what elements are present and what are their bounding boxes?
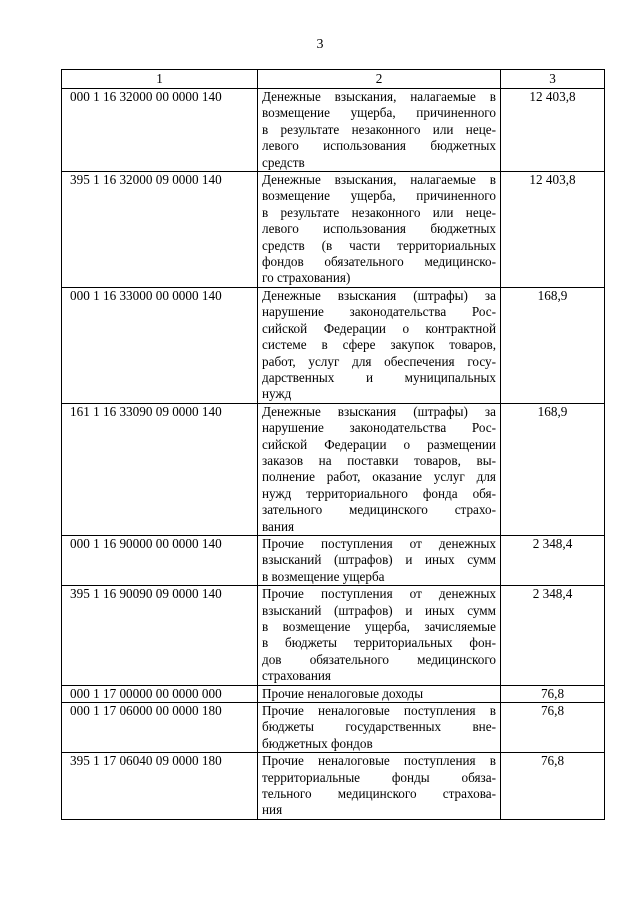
budget-code-cell: 000 1 17 00000 00 0000 000 (62, 685, 258, 702)
revenue-name-line: дарственных и муниципальных (262, 369, 496, 385)
revenue-name-line: Прочие неналоговые поступления в (262, 703, 496, 719)
revenue-name-cell (258, 89, 501, 172)
revenue-name-line: Прочие поступления от денежных (262, 586, 496, 602)
revenue-name-line: бюджеты государственных вне- (262, 719, 496, 735)
revenue-name-line: Прочие поступления от денежных (262, 535, 496, 551)
revenue-name-cell (258, 535, 501, 585)
revenue-name-line: территориальные фонды обяза- (262, 769, 496, 785)
revenue-name-line: левого использования бюджетных (262, 221, 496, 237)
revenue-name-line: Денежные взыскания, налагаемые в (262, 172, 496, 188)
revenue-name-line: Денежные взыскания (штрафы) за (262, 287, 496, 303)
table-row (62, 403, 605, 535)
revenue-name-line: в возмещение ущерба, зачисляемые (262, 619, 496, 634)
revenue-name-line: взысканий (штрафов) и иных сумм (262, 602, 496, 618)
amount-cell: 2 348,4 (501, 586, 605, 685)
budget-code-cell: 000 1 16 33000 00 0000 140 (62, 287, 258, 403)
revenue-name-line: Прочие неналоговые доходы (262, 685, 424, 701)
revenue-name-line: полнение работ, оказание услуг для (262, 469, 496, 485)
table-row (62, 172, 605, 288)
budget-code-cell: 000 1 16 32000 00 0000 140 (62, 89, 258, 172)
revenue-name-line: взысканий (штрафов) и иных сумм (262, 552, 496, 568)
revenue-name-line: левого использования бюджетных (262, 138, 496, 154)
revenue-name-line: в бюджеты территориальных фон- (262, 635, 496, 651)
revenue-name-line: в возмещение ущерба (262, 568, 385, 584)
revenue-name-line: ния (262, 802, 283, 818)
revenue-name-line: фондов обязательного медицинско- (262, 254, 496, 270)
revenue-name-line: зательного медицинского страхо- (262, 502, 496, 518)
revenue-name-line: средств (262, 154, 305, 170)
revenue-name-line: нарушение законодательства Рос- (262, 304, 496, 320)
table-header-row (62, 70, 605, 89)
revenue-name-line: вания (262, 518, 295, 534)
column-header-name: 2 (258, 70, 501, 89)
revenue-name-line: нарушение законодательства Рос- (262, 420, 496, 436)
table-row (62, 753, 605, 820)
table-row (62, 685, 605, 702)
budget-code-cell: 161 1 16 33090 09 0000 140 (62, 403, 258, 535)
revenue-name-cell (258, 172, 501, 288)
revenue-name-line: в результате незаконного или неце- (262, 121, 496, 137)
revenue-name-line: возмещение ущерба, причиненного (262, 105, 496, 121)
revenue-name-line: Прочие неналоговые поступления в (262, 753, 496, 769)
revenue-name-line: сийской Федерации о размещении (262, 436, 496, 452)
amount-cell: 168,9 (501, 403, 605, 535)
amount-cell: 12 403,8 (501, 89, 605, 172)
revenue-name-line: в результате незаконного или неце- (262, 204, 496, 220)
table-row (62, 287, 605, 403)
table-row (62, 586, 605, 685)
revenue-name-line: нужд территориального фонда обя- (262, 485, 496, 501)
amount-cell: 2 348,4 (501, 535, 605, 585)
budget-code-cell: 395 1 16 90090 09 0000 140 (62, 586, 258, 685)
table-row (62, 89, 605, 172)
column-header-code: 1 (62, 70, 258, 89)
amount-cell: 168,9 (501, 287, 605, 403)
column-header-amount: 3 (501, 70, 605, 89)
revenue-name-line: средств (в части территориальных (262, 237, 496, 253)
revenue-name-cell (258, 703, 501, 753)
revenue-name-cell (258, 586, 501, 685)
revenue-name-cell (258, 685, 501, 702)
budget-code-cell: 395 1 16 32000 09 0000 140 (62, 172, 258, 288)
budget-code-cell: 395 1 17 06040 09 0000 180 (62, 753, 258, 820)
amount-cell: 12 403,8 (501, 172, 605, 288)
revenue-name-line: бюджетных фондов (262, 735, 373, 751)
budget-code-cell: 000 1 17 06000 00 0000 180 (62, 703, 258, 753)
revenue-name-line: заказов на поставки товаров, вы- (262, 452, 496, 468)
revenue-name-line: нужд (262, 386, 292, 402)
table-row (62, 703, 605, 753)
budget-revenue-table (61, 69, 605, 820)
revenue-name-line: сийской Федерации о контрактной (262, 320, 496, 336)
revenue-name-cell (258, 403, 501, 535)
revenue-name-line: системе в сфере закупок товаров, (262, 337, 496, 353)
revenue-name-line: страхования (262, 668, 331, 684)
revenue-name-cell (258, 287, 501, 403)
revenue-name-line: работ, услуг для обеспечения госу- (262, 353, 496, 369)
revenue-name-line: Денежные взыскания, налагаемые в (262, 89, 496, 104)
revenue-name-line: дов обязательного медицинского (262, 651, 496, 667)
amount-cell: 76,8 (501, 685, 605, 702)
revenue-name-line: возмещение ущерба, причиненного (262, 188, 496, 204)
amount-cell: 76,8 (501, 703, 605, 753)
page-number: 3 (316, 37, 324, 52)
budget-code-cell: 000 1 16 90000 00 0000 140 (62, 535, 258, 585)
revenue-name-line: тельного медицинского страхова- (262, 786, 496, 802)
revenue-name-line: Денежные взыскания (штрафы) за (262, 403, 496, 419)
amount-cell: 76,8 (501, 753, 605, 820)
revenue-name-line: го страхования) (262, 270, 351, 286)
revenue-name-cell (258, 753, 501, 820)
table-row (62, 535, 605, 585)
